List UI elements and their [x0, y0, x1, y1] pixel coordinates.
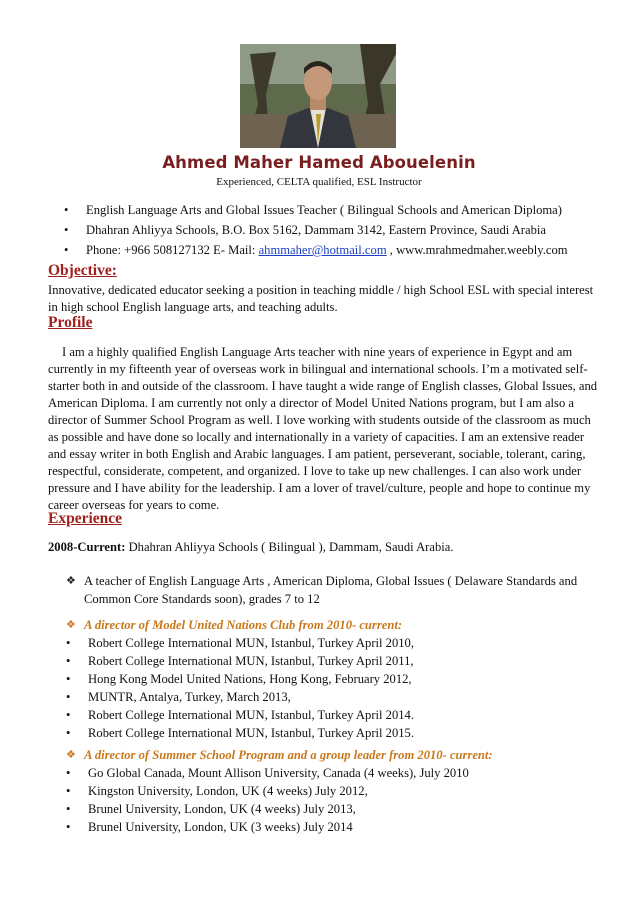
summer-list-item: • Brunel University, London, UK (3 weeks) July 2014: [64, 818, 469, 836]
profile-text: I am a highly qualified English Language Arts teacher with nine years of experience in Egypt and am currently in my fifteenth year of overseas work in bilingual and international schools. I’m a motivated self-starter both in and outside of the classroom. I have taught a wide range of English classes, Global Issues, and American Diploma. I am currently not only a director of Model United Nations program, but I am also a director of Summer School Program as well. I love working with students outside of the classroom as much as possible and have done so locally and internationally in a variety of capacities. I am an extensive reader and essay writer in both English and Arabic languages. I am patient, perseverant, sociable, tolerant, caring, respectful, considerate, competent, and organized. I love to take up new challenges. I can also work under pressure and I have ability for the leadership. I am a lover of travel/culture, people and hope to continue my career overseas for years to come.: [48, 345, 598, 512]
experience-heading: Experience: [48, 510, 123, 527]
role-teacher-text: A teacher of English Language Arts , American Diploma, Global Issues ( Delaware Standards and Common Core Standards soon), grades 7 to 12: [84, 574, 578, 606]
summer-list-item: • Kingston University, London, UK (4 weeks) July 2012,: [64, 782, 469, 800]
experience-employer: Dhahran Ahliyya Schools ( Bilingual ), Dammam, Saudi Arabia.: [125, 540, 454, 554]
mun-list-item: • Robert College International MUN, Istanbul, Turkey April 2011,: [64, 652, 414, 670]
role-mun-director-text: A director of Model United Nations Club from 2010- current:: [84, 618, 403, 632]
mun-list: [64, 634, 414, 742]
profile-heading: Profile: [48, 314, 93, 331]
contact-item-address: [62, 220, 568, 240]
profile-photo: [240, 44, 396, 148]
mun-list-item: • Hong Kong Model United Nations, Hong Kong, February 2012,: [64, 670, 414, 688]
role-mun-director: [66, 616, 596, 634]
role-summer-director-text: A director of Summer School Program and a group leader from 2010- current:: [84, 748, 493, 762]
summer-list: [64, 764, 469, 836]
diamond-bullet-icon: ❖: [66, 575, 76, 587]
mun-list-item: • Robert College International MUN, Istanbul, Turkey April 2014.: [64, 706, 414, 724]
contact-list: [62, 200, 568, 260]
candidate-tagline: Experienced, CELTA qualified, ESL Instructor: [216, 176, 422, 188]
diamond-bullet-icon: ❖: [66, 749, 76, 761]
website-text: , www.mrahmedmaher.weebly.com: [386, 243, 568, 257]
candidate-name: Ahmed Maher Hamed Abouelenin: [162, 153, 476, 172]
contact-item-title: [62, 200, 568, 220]
contact-phone-text: Phone: +966 508127132 E- Mail:: [86, 243, 259, 257]
email-link[interactable]: ahmmaher@hotmail.com: [258, 243, 387, 257]
mun-list-item: • MUNTR, Antalya, Turkey, March 2013,: [64, 688, 414, 706]
mun-list-item: • Robert College International MUN, Istanbul, Turkey April 2010,: [64, 634, 414, 652]
summer-list-item: • Brunel University, London, UK (4 weeks) July 2013,: [64, 800, 469, 818]
diamond-bullet-icon: ❖: [66, 619, 76, 631]
contact-item-phone: [62, 240, 568, 260]
role-summer-director: [66, 746, 596, 764]
profile-photo-image: [240, 44, 396, 148]
role-teacher: [66, 572, 596, 608]
summer-list-item: • Go Global Canada, Mount Allison University, Canada (4 weeks), July 2010: [64, 764, 469, 782]
objective-heading: Objective:: [48, 262, 117, 279]
experience-period: 2008-Current:: [48, 540, 126, 554]
objective-text: Innovative, dedicated educator seeking a position in teaching middle / high School ESL with special interest in high school English language arts, and teaching adults.: [48, 283, 594, 314]
contact-address-text: Dhahran Ahliyya Schools, B.O. Box 5162, Dammam 3142, Eastern Province, Saudi Arabia: [86, 223, 546, 237]
mun-list-item: • Robert College International MUN, Istanbul, Turkey April 2015.: [64, 724, 414, 742]
contact-title-text: English Language Arts and Global Issues Teacher ( Bilingual Schools and American Diploma): [86, 203, 562, 217]
experience-employer-line: [48, 540, 454, 555]
